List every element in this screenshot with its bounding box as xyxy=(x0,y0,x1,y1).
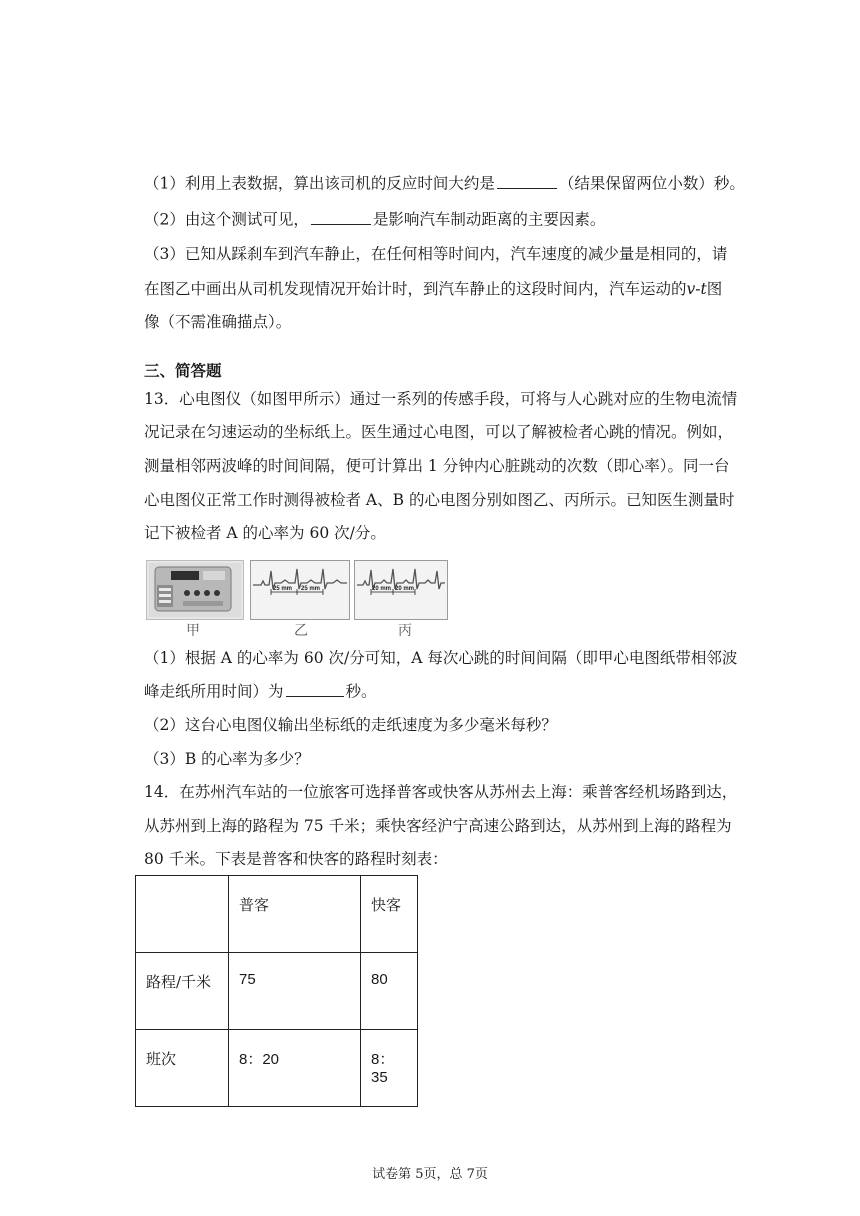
q13-sub2: （2）这台心电图仪输出坐标纸的走纸速度为多少毫米每秒？ xyxy=(144,716,557,734)
table-header-row xyxy=(136,876,418,953)
q14-line1: 14．在苏州汽车站的一位旅客可选择普客或快客从苏州去上海：乘普客经机场路到达， xyxy=(144,783,738,801)
q13-line2: 况记录在匀速运动的坐标纸上。医生通过心电图，可以了解被检者心跳的情况。例如， xyxy=(144,423,734,441)
schedule-table xyxy=(135,875,418,1107)
table-cell: 班次 xyxy=(136,1030,229,1107)
table-cell: 8：35 xyxy=(361,1030,418,1107)
page-footer: 试卷第 5页，总 7页 xyxy=(372,1167,488,1182)
bing-spacing-label-1: 20 mm xyxy=(372,586,392,592)
q12-part3-line2-text-a: 在图乙中画出从司机发现情况开始计时，到汽车静止的这段时间内，汽车运动的 xyxy=(144,280,687,298)
table-cell: 80 xyxy=(361,953,418,1030)
q13-sub3: （3）B 的心率为多少？ xyxy=(144,750,310,768)
table-row xyxy=(136,953,418,1030)
table-header-cell xyxy=(136,876,229,953)
q12-part2-text-a: （2）由这个测试可见， xyxy=(144,210,309,229)
q12-part1-text-a: （1）利用上表数据，算出该司机的反应时间大约是 xyxy=(144,174,495,193)
yi-spacing-label-2: 25 mm xyxy=(301,586,321,592)
table-header-cell: 普客 xyxy=(229,876,361,953)
ecg-figure xyxy=(146,560,452,638)
table-header-cell: 快客 xyxy=(361,876,418,953)
q12-part3-line1: （3）已知从踩刹车到汽车静止，在任何相等时间内，汽车速度的减少量是相同的，请 xyxy=(144,245,728,263)
q13-sub1-line2-text-a: 峰走纸所用时间）为 xyxy=(144,682,284,701)
q13-sub1-line2-text-b: 秒。 xyxy=(345,682,377,701)
q12-part1-text-b: （结果保留两位小数）秒。 xyxy=(558,174,745,193)
vt-variable: v-t xyxy=(686,280,707,298)
figure-label-bing: 丙 xyxy=(398,623,412,639)
q13-line5: 记下被检者 A 的心率为 60 次/分。 xyxy=(144,524,386,542)
q14-line3: 80 千米。下表是普客和快客的路程时刻表： xyxy=(144,850,448,868)
q12-part3-line2-text-b: 图 xyxy=(706,280,723,298)
answer-blank xyxy=(311,208,371,225)
ecg-device-image xyxy=(146,560,244,620)
ecg-strip-bing xyxy=(354,560,448,620)
q14-line2: 从苏州到上海的路程为 75 千米；乘快客经沪宁高速公路到达，从苏州到上海的路程为 xyxy=(144,817,732,835)
q13-line1: 13．心电图仪（如图甲所示）通过一系列的传感手段，可将与人心跳对应的生物电流情 xyxy=(144,390,738,408)
table-cell: 8：20 xyxy=(229,1030,361,1107)
figure-label-yi: 乙 xyxy=(294,623,308,639)
q12-part2-text-b: 是影响汽车制动距离的主要因素。 xyxy=(372,210,606,229)
ecg-strip-yi xyxy=(250,560,350,620)
table-cell: 路程/千米 xyxy=(136,953,229,1030)
table-row xyxy=(136,1030,418,1107)
q13-line3: 测量相邻两波峰的时间间隔，便可计算出 1 分钟内心脏跳动的次数（即心率）。同一台 xyxy=(144,457,730,475)
bing-spacing-label-2: 20 mm xyxy=(395,586,415,592)
q12-part2 xyxy=(144,208,605,231)
figure-label-jia: 甲 xyxy=(186,623,200,639)
q12-part3-line2 xyxy=(144,278,722,300)
answer-blank xyxy=(286,680,344,697)
q13-sub1-line2 xyxy=(144,680,377,703)
answer-blank xyxy=(497,172,557,189)
q12-part3-line3: 像（不需准确描点）。 xyxy=(144,313,292,331)
q13-line4: 心电图仪正常工作时测得被检者 A、B 的心电图分别如图乙、丙所示。已知医生测量时 xyxy=(144,491,735,509)
section-heading: 三、简答题 xyxy=(144,361,222,380)
q12-part1 xyxy=(144,172,745,195)
yi-spacing-label-1: 25 mm xyxy=(273,586,293,592)
table-cell: 75 xyxy=(229,953,361,1030)
q13-sub1-line1: （1）根据 A 的心率为 60 次/分可知，A 每次心跳的时间间隔（即甲心电图纸带相邻波 xyxy=(144,649,738,667)
